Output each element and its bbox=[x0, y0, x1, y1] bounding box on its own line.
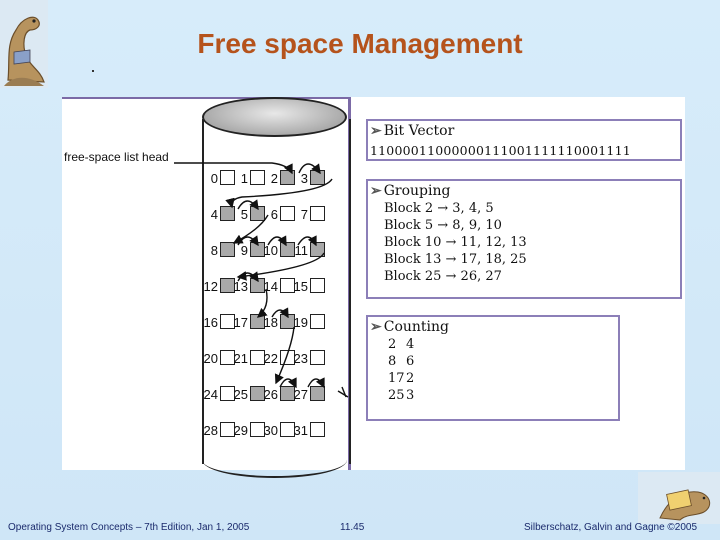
grouping-line bbox=[384, 235, 680, 250]
block-number: 1 bbox=[240, 171, 248, 186]
bullet-arrow-icon: ➢ bbox=[370, 183, 382, 199]
counting-value: 4 bbox=[406, 337, 415, 352]
counting-value: 2 bbox=[388, 337, 397, 352]
grouping-targets: 3, 4, 5 bbox=[452, 201, 494, 216]
grouping-line bbox=[384, 218, 680, 233]
block-number: 6 bbox=[270, 207, 278, 222]
counting-panel bbox=[366, 315, 620, 421]
block-number: 8 bbox=[210, 243, 218, 258]
block-number: 16 bbox=[203, 315, 218, 330]
grouping-lines bbox=[368, 201, 680, 284]
counting-row bbox=[388, 354, 618, 369]
block-number: 7 bbox=[300, 207, 308, 222]
counting-value: 2 bbox=[406, 371, 415, 386]
block-number: 28 bbox=[203, 423, 218, 438]
right-arrow-icon: → bbox=[441, 252, 461, 267]
counting-value: 6 bbox=[406, 354, 415, 369]
grouping-block: Block 5 bbox=[384, 218, 434, 233]
counting-row bbox=[388, 337, 618, 352]
right-arrow-icon: → bbox=[433, 218, 453, 233]
footer-left: Operating System Concepts – 7th Edition, Jan 1, 2005 bbox=[8, 522, 250, 533]
counting-row bbox=[388, 371, 618, 386]
grouping-targets: 11, 12, 13 bbox=[460, 235, 527, 250]
block-number: 0 bbox=[210, 171, 218, 186]
bit-vector-title: Bit Vector bbox=[383, 123, 455, 139]
grouping-targets: 8, 9, 10 bbox=[452, 218, 502, 233]
block-number: 19 bbox=[293, 315, 308, 330]
block-number: 21 bbox=[233, 351, 248, 366]
grouping-block: Block 25 bbox=[384, 269, 442, 284]
counting-rows bbox=[368, 337, 618, 403]
decorative-dot bbox=[92, 70, 94, 72]
bullet-arrow-icon: ➢ bbox=[370, 319, 382, 335]
grouping-line bbox=[384, 201, 680, 216]
grouping-line bbox=[384, 269, 680, 284]
counting-value: 17 bbox=[388, 371, 405, 386]
block-number: 14 bbox=[263, 279, 278, 294]
counting-row bbox=[388, 388, 618, 403]
counting-value: 3 bbox=[406, 388, 415, 403]
block-number: 30 bbox=[263, 423, 278, 438]
grouping-panel bbox=[366, 179, 682, 299]
counting-title: Counting bbox=[383, 319, 449, 335]
slide-title: Free space Management bbox=[197, 28, 523, 59]
block-number: 15 bbox=[293, 279, 308, 294]
block-number: 4 bbox=[210, 207, 218, 222]
footer-page-number: 11.45 bbox=[340, 522, 365, 533]
block-number: 3 bbox=[300, 171, 308, 186]
block-number: 17 bbox=[233, 315, 248, 330]
linked-list-arrows bbox=[62, 97, 352, 470]
grouping-block: Block 10 bbox=[384, 235, 442, 250]
block-number: 12 bbox=[203, 279, 218, 294]
grouping-targets: 17, 18, 25 bbox=[460, 252, 527, 267]
grouping-block: Block 2 bbox=[384, 201, 434, 216]
block-number: 23 bbox=[293, 351, 308, 366]
block-number: 25 bbox=[233, 387, 248, 402]
right-arrow-icon: → bbox=[433, 201, 453, 216]
block-number: 13 bbox=[233, 279, 248, 294]
grouping-line bbox=[384, 252, 680, 267]
block-number: 22 bbox=[263, 351, 278, 366]
block-number: 26 bbox=[263, 387, 278, 402]
counting-value: 8 bbox=[388, 354, 397, 369]
right-arrow-icon: → bbox=[441, 235, 461, 250]
block-number: 31 bbox=[293, 423, 308, 438]
footer-right: Silberschatz, Galvin and Gagne ©2005 bbox=[524, 522, 698, 533]
counting-value: 25 bbox=[388, 388, 405, 403]
grouping-targets: 26, 27 bbox=[460, 269, 502, 284]
block-number: 20 bbox=[203, 351, 218, 366]
block-number: 2 bbox=[270, 171, 278, 186]
dinosaur-book-logo-icon bbox=[638, 472, 720, 524]
block-number: 24 bbox=[203, 387, 218, 402]
grouping-title: Grouping bbox=[383, 183, 451, 199]
right-arrow-icon: → bbox=[441, 269, 461, 284]
figure-panel bbox=[62, 97, 685, 470]
bullet-arrow-icon: ➢ bbox=[370, 123, 382, 139]
grouping-block: Block 13 bbox=[384, 252, 442, 267]
block-number: 10 bbox=[263, 243, 278, 258]
block-number: 9 bbox=[240, 243, 248, 258]
bit-vector-bits: 11000011000000111001111110001111 bbox=[370, 143, 631, 158]
block-number: 29 bbox=[233, 423, 248, 438]
bit-vector-panel bbox=[366, 119, 682, 161]
block-number: 11 bbox=[294, 243, 308, 258]
block-number: 5 bbox=[240, 207, 248, 222]
block-number: 27 bbox=[293, 387, 308, 402]
block-number: 18 bbox=[263, 315, 278, 330]
free-space-list-head-label: free-space list head bbox=[64, 150, 169, 164]
